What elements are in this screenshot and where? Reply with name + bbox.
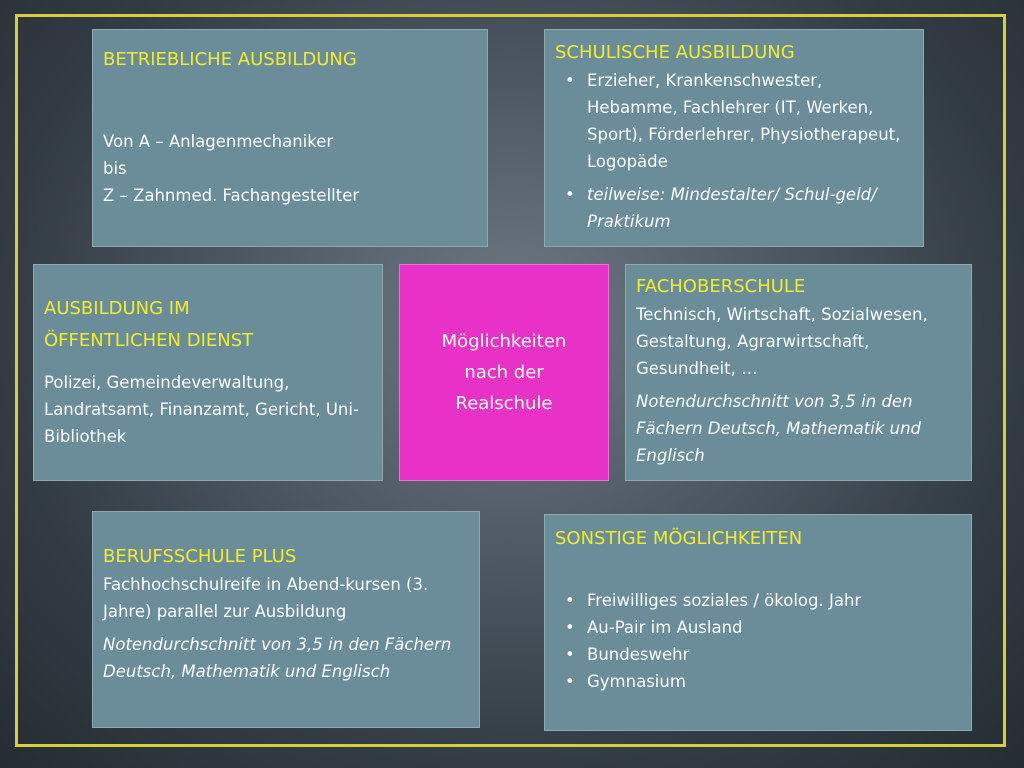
box-sonstige-moeglichkeiten (544, 514, 972, 731)
sonstige-item: • Gymnasium (555, 668, 961, 695)
oeffentlich-text: Polizei, Gemeindeverwaltung, Landratsamt, Finanzamt, Gericht, Uni-Bibliothek (44, 373, 359, 446)
box-oeffentlicher-dienst (33, 264, 383, 481)
oeffentlich-title-line-2: ÖFFENTLICHEN DIENST (44, 330, 254, 351)
box-fachoberschule (625, 264, 972, 481)
schulische-item: • Erzieher, Krankenschwester, Hebamme, Fachlehrer (IT, Werken, Sport), Förderlehrer, Physiotherapeut, Logopäde (555, 67, 913, 175)
sonstige-item: • Bundeswehr (555, 641, 961, 668)
center-line-1: Möglichkeiten (441, 331, 567, 352)
schulische-item: • teilweise: Mindestalter/ Schul-geld/ Praktikum (555, 181, 913, 235)
schulische-list (555, 67, 913, 235)
center-line-2: nach der (464, 362, 544, 383)
fachoberschule-note: Notendurchschnitt von 3,5 in den Fächern Deutsch, Mathematik und Englisch (636, 392, 922, 465)
betriebliche-title: BETRIEBLICHE AUSBILDUNG (103, 49, 357, 70)
box-berufsschule-plus (92, 511, 480, 728)
betriebliche-line-3: Z – Zahnmed. Fachangestellter (103, 186, 360, 205)
schulische-title: SCHULISCHE AUSBILDUNG (555, 42, 795, 63)
berufsschule-text: Fachhochschulreife in Abend-kursen (3. Jahre) parallel zur Ausbildung (103, 575, 429, 621)
oeffentlich-title-line-1: AUSBILDUNG IM (44, 298, 190, 319)
berufsschule-note: Notendurchschnitt von 3,5 in den Fächern Deutsch, Mathematik und Englisch (103, 635, 452, 681)
center-line-3: Realschule (455, 393, 553, 414)
center-box (399, 264, 609, 481)
sonstige-item: • Freiwilliges soziales / ökolog. Jahr (555, 587, 961, 614)
sonstige-title: SONSTIGE MÖGLICHKEITEN (555, 528, 803, 549)
sonstige-item: • Au-Pair im Ausland (555, 614, 961, 641)
fachoberschule-title: FACHOBERSCHULE (636, 276, 806, 297)
sonstige-list (555, 587, 961, 695)
box-schulische-ausbildung (544, 29, 924, 247)
berufsschule-title: BERUFSSCHULE PLUS (103, 546, 297, 567)
box-betriebliche-ausbildung (92, 29, 488, 247)
betriebliche-line-2: bis (103, 159, 127, 178)
fachoberschule-text: Technisch, Wirtschaft, Sozialwesen, Gestaltung, Agrarwirtschaft, Gesundheit, … (636, 305, 928, 378)
betriebliche-line-1: Von A – Anlagenmechaniker (103, 132, 334, 151)
